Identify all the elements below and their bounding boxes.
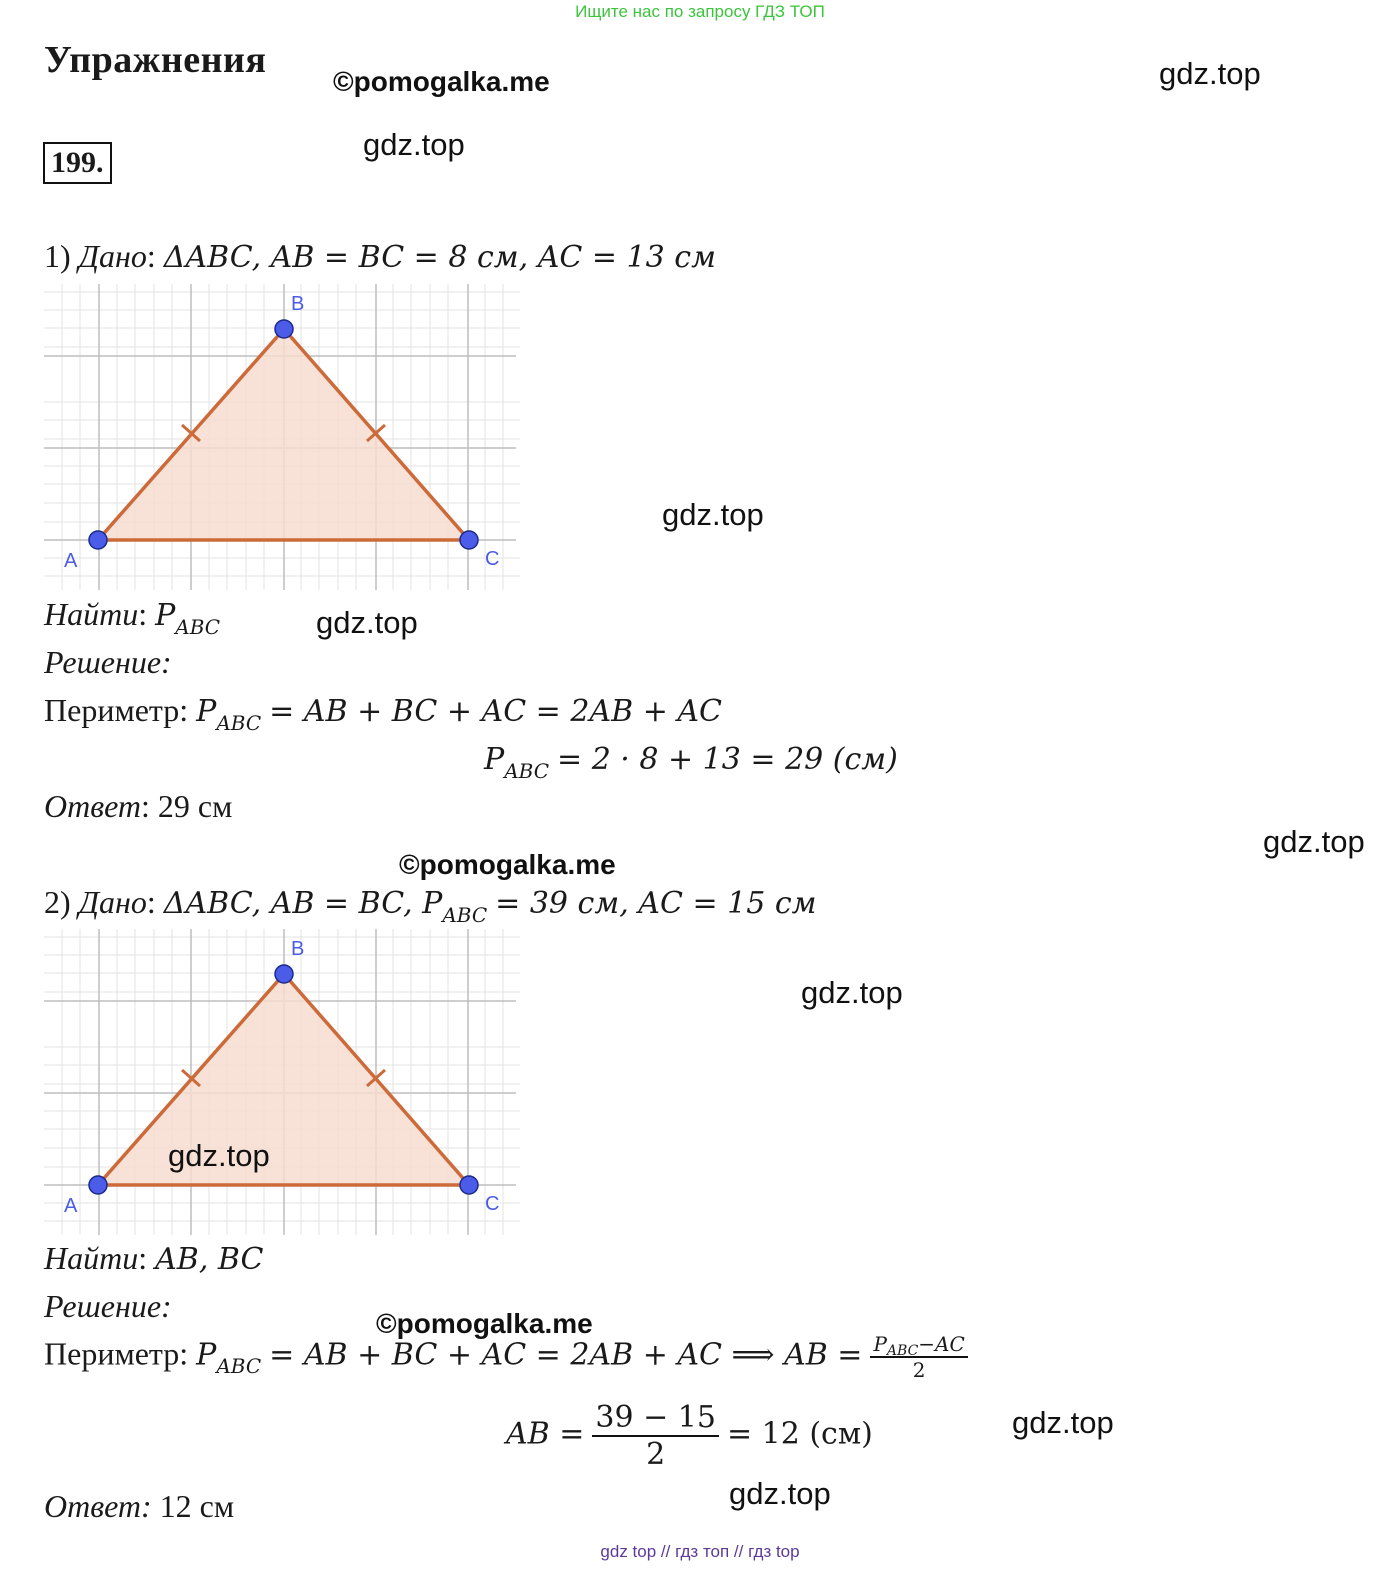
part2-fraction — [870, 1332, 967, 1382]
watermark-pomogalka: ©pomogalka.me — [376, 1308, 593, 1339]
footer-links[interactable]: gdz top // гдз топ // гдз top — [600, 1542, 800, 1561]
part2-given: 2) Дано: ΔABC, AB = BC, $P_{ABC} = 39$ см, AC = 15 см — [44, 884, 817, 927]
part2-given-b: = 39 см, AC = 15 см — [495, 886, 817, 921]
point-c — [460, 531, 478, 549]
part1-perimeter-word: Периметр: — [44, 692, 189, 728]
fraction-num-p: P — [873, 1332, 887, 1356]
part1-find: Найти: $P_{ABC}$ — [44, 596, 221, 639]
part1-find-label: Найти — [44, 596, 139, 632]
fraction-num-rest: −AC — [918, 1332, 965, 1356]
part1-given: 1) Дано: ΔABC, AB = BC = 8 см, AC = 13 см — [44, 238, 716, 275]
top-banner: Ищите нас по запросу ГДЗ ТОП — [575, 2, 825, 21]
watermark-gdz: gdz.top — [662, 497, 764, 532]
part2-perimeter-word: Периметр: — [44, 1335, 189, 1372]
part2-line2-fraction — [592, 1400, 719, 1472]
part1-find-p: P — [155, 598, 176, 633]
part2-answer — [44, 1488, 234, 1525]
point-c — [460, 1176, 478, 1194]
part1-given-expr: ΔABC, AB = BC = 8 см, AC = 13 см — [163, 240, 716, 275]
part2-solution-line2 — [506, 1400, 873, 1472]
label-c: C — [485, 1193, 500, 1215]
part2-line2-left: AB = — [506, 1416, 585, 1452]
point-b — [275, 320, 293, 338]
label-b: B — [291, 293, 305, 315]
label-a: A — [64, 1195, 78, 1217]
part2-find-label: Найти — [44, 1240, 139, 1276]
exercise-number: 199. — [43, 142, 112, 184]
part2-solution-label: Решение: — [44, 1288, 172, 1324]
watermark-pomogalka: ©pomogalka.me — [399, 849, 616, 880]
part2-given-a: ΔABC, AB = BC, P — [163, 886, 443, 921]
part1-answer-value: 29 см — [157, 788, 233, 824]
part2-solution-line1 — [44, 1332, 968, 1382]
label-c: C — [485, 548, 500, 570]
fraction-den: 2 — [912, 1358, 926, 1382]
line2-fraction-num: 39 − 15 — [592, 1400, 719, 1437]
part1-line1-sub: ABC — [216, 711, 262, 735]
part2-given-sub: ABC — [442, 903, 488, 927]
triangle-figure-2 — [44, 929, 520, 1235]
fraction-num-sub: ABC — [886, 1343, 919, 1359]
watermark-pomogalka: ©pomogalka.me — [333, 66, 550, 97]
part1-line2-p: P — [484, 742, 505, 777]
part1-line1-rest: = AB + BC + AC = 2AB + AC — [269, 694, 722, 729]
part2-line2-right: = 12 (см) — [726, 1416, 873, 1452]
watermark-gdz: gdz.top — [801, 975, 903, 1010]
point-a — [89, 531, 107, 549]
part2-find: Найти: AB, BC — [44, 1240, 264, 1277]
part1-solution-line1 — [44, 692, 722, 735]
label-a: A — [64, 550, 78, 572]
watermark-gdz: gdz.top — [168, 1138, 270, 1173]
part2-answer-label: Ответ: — [44, 1488, 152, 1524]
page-title: Упражнения — [44, 39, 267, 81]
part1-answer: Ответ: 29 см — [44, 788, 233, 824]
part2-find-expr: AB, BC — [155, 1242, 264, 1277]
part2-line1-sub: ABC — [216, 1354, 262, 1379]
label-b: B — [291, 938, 305, 960]
part1-answer-label: Ответ — [44, 788, 141, 824]
part1-solution-line2 — [484, 740, 898, 783]
triangle-figure-1 — [44, 284, 520, 590]
watermark-gdz: gdz.top — [316, 605, 418, 640]
part2-number: 2) — [44, 884, 71, 920]
watermark-gdz: gdz.top — [1159, 56, 1261, 91]
part1-line1-p: P — [196, 694, 217, 729]
part1-solution-label: Решение: — [44, 644, 172, 680]
watermark-gdz: gdz.top — [729, 1476, 831, 1511]
part2-line1-rest: = AB + BC + AC = 2AB + AC ⟹ AB = — [269, 1337, 863, 1373]
watermark-gdz: gdz.top — [1012, 1405, 1114, 1440]
point-a — [89, 1176, 107, 1194]
watermark-gdz: gdz.top — [1263, 824, 1365, 859]
part1-given-label: Дано — [78, 238, 147, 274]
part2-answer-value: 12 см — [159, 1488, 235, 1524]
point-b — [275, 965, 293, 983]
part1-number: 1) — [44, 238, 71, 274]
watermark-gdz: gdz.top — [363, 127, 465, 162]
part1-find-sub: ABC — [175, 615, 221, 639]
part2-given-label: Дано — [78, 884, 147, 920]
part1-line2-rest: = 2 · 8 + 13 = 29 (см) — [557, 742, 898, 777]
line2-fraction-den: 2 — [646, 1437, 666, 1472]
part1-line2-sub: ABC — [504, 759, 550, 783]
part2-line1-p: P — [196, 1337, 217, 1373]
